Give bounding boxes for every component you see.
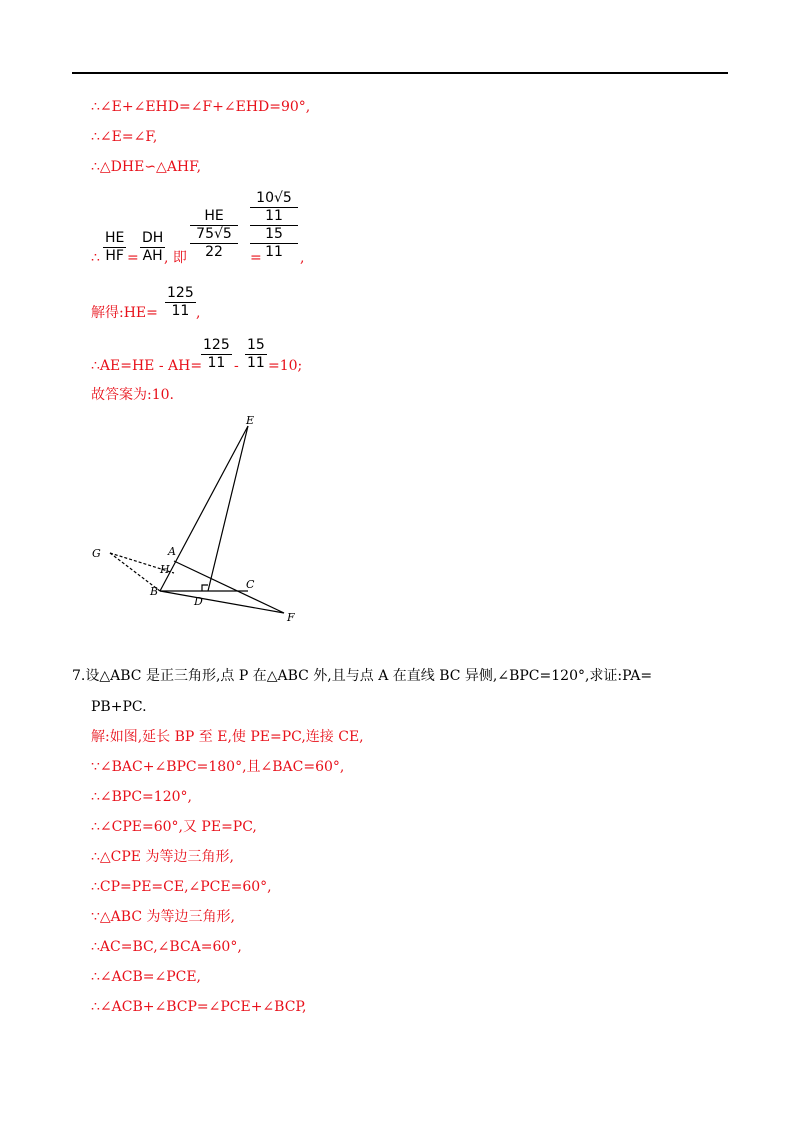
solve-suffix: ,	[196, 305, 201, 321]
proportion-prefix: ∴	[91, 250, 100, 266]
solution-line: ∴△DHE∽△AHF,	[91, 159, 202, 175]
solution-line: ∵△ABC 为等边三角形,	[91, 909, 235, 925]
fraction-125-11: $\frac{125}{11}$	[203, 337, 230, 371]
proportion-suffix: ,	[300, 250, 305, 266]
label-a: A	[168, 545, 176, 558]
solution-line: ∴∠E=∠F,	[91, 129, 158, 145]
segment-af	[174, 561, 284, 613]
fraction-he-value: $\frac{125}{11}$	[167, 285, 194, 319]
solution-line: ∴AC=BC,∠BCA=60°,	[91, 939, 242, 955]
solution-line: ∴∠CPE=60°,又 PE=PC,	[91, 819, 257, 835]
label-f: F	[287, 611, 295, 624]
answer-line: 故答案为:10.	[91, 387, 174, 403]
equals-sign: =	[250, 250, 262, 266]
label-d: D	[194, 595, 203, 608]
fraction-he-hf: $\frac{HE}{HF}$	[105, 230, 125, 264]
ae-prefix: ∴AE=HE - AH=	[91, 358, 203, 374]
label-b: B	[150, 585, 159, 598]
geometry-figure	[80, 405, 310, 630]
ae-suffix: =10;	[268, 358, 303, 374]
fraction-15-11: $\frac{15}{11}$	[247, 337, 265, 371]
fraction-he-over: HE 75√5 22	[190, 208, 238, 261]
solution-line: ∴∠ACB=∠PCE,	[91, 969, 202, 985]
label-h: H	[160, 563, 170, 576]
segment-bf	[160, 591, 284, 613]
segment-ea	[160, 426, 248, 591]
label-c: C	[246, 578, 255, 591]
solution-line: ∴∠E+∠EHD=∠F+∠EHD=90°,	[91, 99, 311, 115]
right-angle-mark	[202, 585, 208, 591]
solution-line: ∴CP=PE=CE,∠PCE=60°,	[91, 879, 272, 895]
solution-line: ∴∠ACB+∠BCP=∠PCE+∠BCP,	[91, 999, 307, 1015]
label-e: E	[246, 414, 255, 427]
minus-sign: -	[234, 358, 239, 374]
proportion-mid: , 即	[164, 250, 187, 266]
problem-7-statement: 7.设△ABC 是正三角形,点 P 在△ABC 外,且与点 A 在直线 BC 异侧,∠BPC=120°,求证:PA=	[72, 668, 653, 684]
solution-line: 解:如图,延长 BP 至 E,使 PE=PC,连接 CE,	[91, 729, 364, 745]
segment-ed	[208, 426, 248, 591]
fraction-dh-ah: $\frac{DH}{AH}$	[142, 230, 164, 264]
solution-line: ∴∠BPC=120°,	[91, 789, 192, 805]
solution-line: ∴△CPE 为等边三角形,	[91, 849, 234, 865]
equals-sign: =	[127, 250, 139, 266]
solution-line: ∵∠BAC+∠BPC=180°,且∠BAC=60°,	[91, 759, 345, 775]
fraction-complex: 10√5 11 15 11	[250, 190, 298, 261]
label-g: G	[92, 547, 101, 560]
header-rule	[72, 72, 728, 74]
problem-7-statement-cont: PB+PC.	[91, 699, 147, 715]
solve-prefix: 解得:HE=	[91, 305, 158, 321]
